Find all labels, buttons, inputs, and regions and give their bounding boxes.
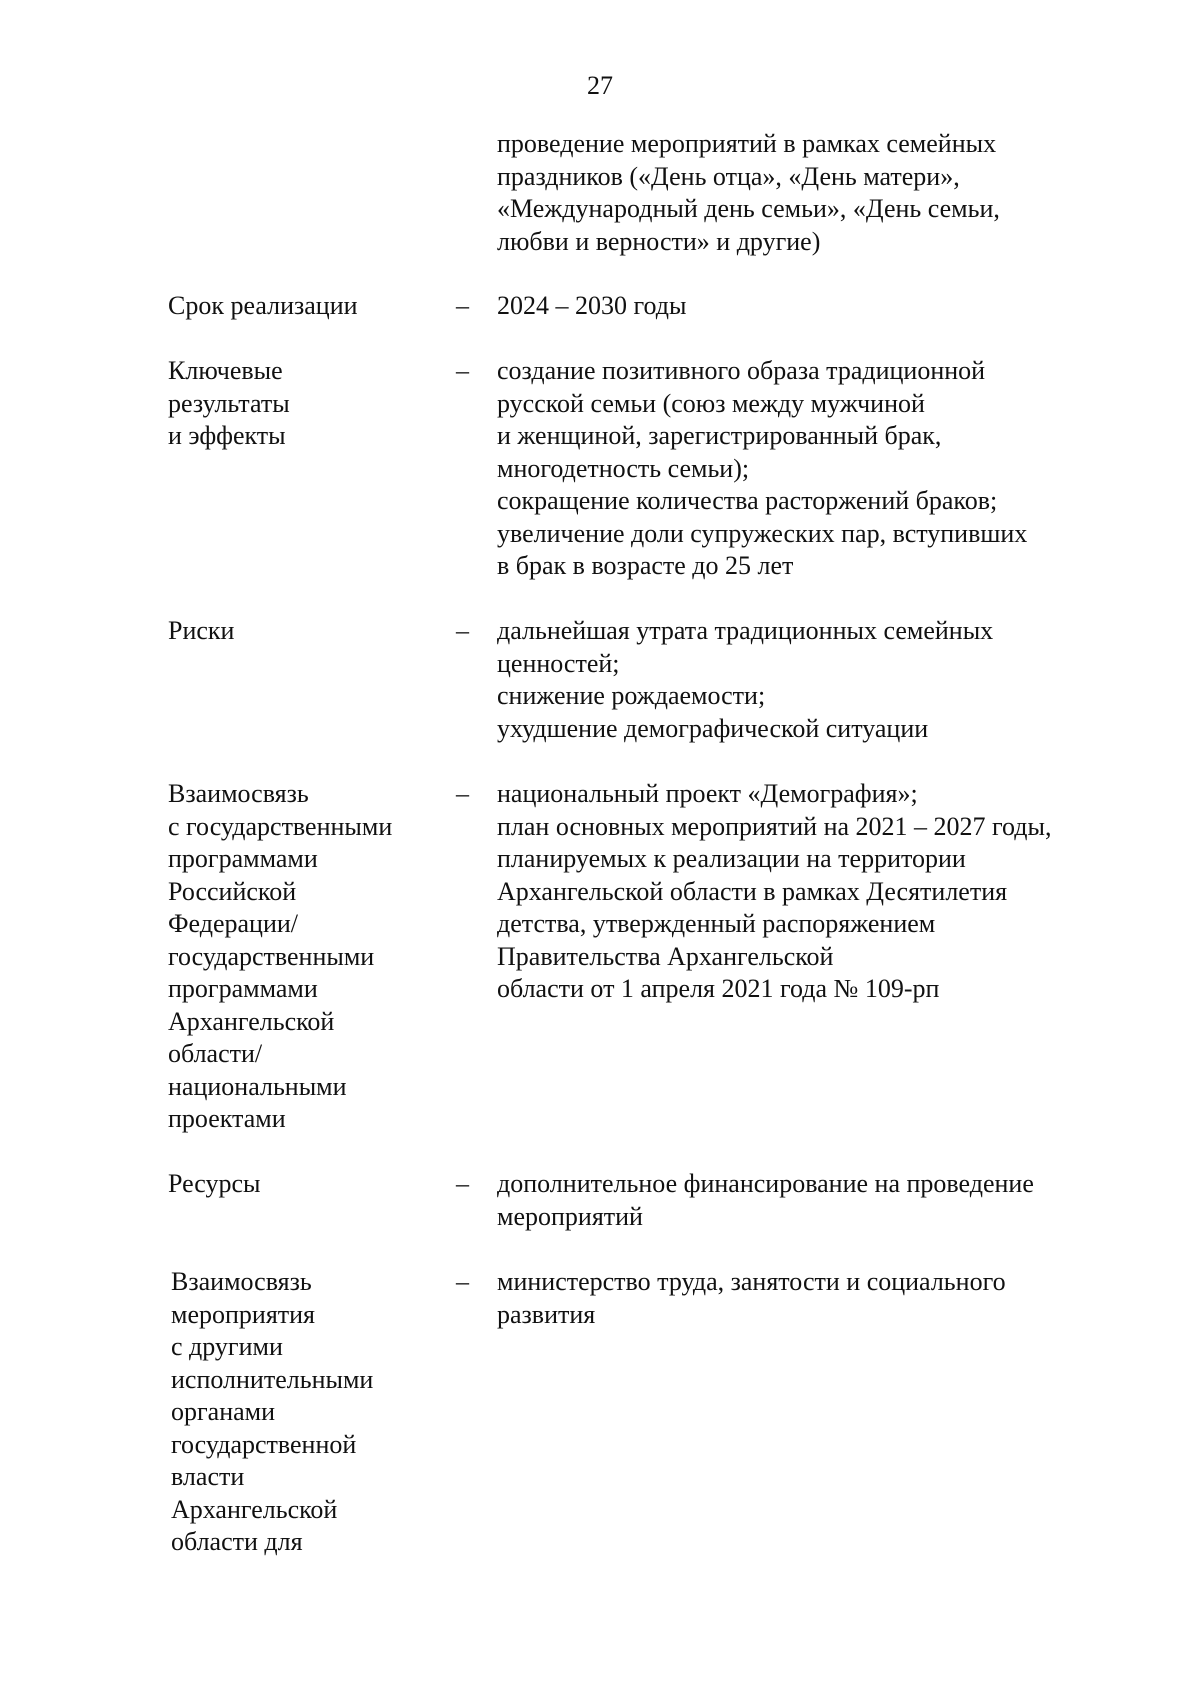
row-value [497, 1168, 1157, 1233]
row-value [497, 1266, 1157, 1331]
label-line: программами [168, 974, 318, 1003]
value-line: дальнейшая утрата традиционных семейных [497, 616, 994, 645]
label-line: Риски [168, 616, 235, 645]
value-line: в брак в возрасте до 25 лет [497, 551, 794, 580]
label-line: результаты [168, 388, 290, 418]
row-dash: – [456, 291, 469, 320]
value-line: министерство труда, занятости и социального [497, 1267, 1006, 1296]
value-line: развития [497, 1299, 596, 1329]
row-dash: – [456, 616, 469, 645]
label-line: власти [171, 1462, 245, 1491]
label-line: проектами [168, 1104, 286, 1133]
row-value [497, 778, 1157, 1006]
value-line: ухудшение демографической ситуации [497, 713, 929, 743]
value-line: русской семьи (союз между мужчиной [497, 388, 925, 418]
label-line: мероприятия [171, 1299, 316, 1329]
row-dash: – [456, 779, 469, 808]
value-line: мероприятий [497, 1201, 643, 1231]
label-line: программами [168, 844, 318, 873]
row-label [168, 615, 438, 648]
intro-line: праздников («День отца», «День матери», [497, 161, 960, 191]
intro-line: любви и верности» и другие) [497, 226, 821, 256]
label-line: Взаимосвязь [168, 779, 309, 808]
label-line: государственной [171, 1429, 357, 1459]
value-line: области от 1 апреля 2021 года № 109-рп [497, 974, 940, 1003]
intro-line: проведение мероприятий в рамках семейных [497, 129, 997, 158]
label-line: национальными [168, 1071, 347, 1101]
label-line: органами [171, 1397, 276, 1426]
label-line: Ключевые [168, 356, 283, 385]
value-line: Правительства Архангельской [497, 941, 834, 971]
label-line: исполнительными [171, 1364, 374, 1394]
row-label [168, 290, 438, 323]
value-line: многодетность семьи); [497, 453, 750, 483]
value-line: Архангельской области в рамках Десятилетия [497, 876, 1008, 906]
row-value [497, 355, 1157, 583]
value-line: план основных мероприятий на 2021 – 2027 годы, [497, 811, 1052, 841]
page-number: 27 [587, 71, 613, 100]
value-line: дополнительное финансирование на проведение [497, 1169, 1034, 1198]
value-line: снижение рождаемости; [497, 681, 766, 710]
label-line: Федерации/ [168, 909, 299, 938]
intro-paragraph [497, 128, 1137, 258]
row-label [168, 778, 438, 1136]
label-line: Российской [168, 876, 297, 906]
label-line: области для [171, 1527, 303, 1556]
value-line: ценностей; [497, 648, 620, 678]
label-line: с государственными [168, 811, 393, 841]
label-line: Ресурсы [168, 1169, 261, 1198]
value-line: создание позитивного образа традиционной [497, 356, 986, 385]
row-value [497, 615, 1157, 745]
label-line: Срок реализации [168, 291, 358, 320]
label-line: с другими [171, 1332, 283, 1361]
label-line: Архангельской [171, 1494, 338, 1524]
value-line: 2024 – 2030 годы [497, 291, 687, 320]
row-dash: – [456, 356, 469, 385]
row-label [171, 1266, 441, 1559]
intro-line: «Международный день семьи», «День семьи, [497, 194, 1000, 223]
label-line: Архангельской [168, 1006, 335, 1036]
value-line: детства, утвержденный распоряжением [497, 909, 936, 938]
row-value [497, 290, 1157, 323]
row-label [168, 1168, 438, 1201]
label-line: области/ [168, 1039, 263, 1068]
row-dash: – [456, 1267, 469, 1296]
value-line: сокращение количества расторжений браков; [497, 486, 998, 515]
value-line: и женщиной, зарегистрированный брак, [497, 421, 942, 450]
row-label [168, 355, 438, 453]
value-line: планируемых к реализации на территории [497, 844, 966, 873]
label-line: и эффекты [168, 421, 286, 450]
label-line: государственными [168, 941, 375, 971]
row-dash: – [456, 1169, 469, 1198]
value-line: национальный проект «Демография»; [497, 779, 918, 808]
value-line: увеличение доли супружеских пар, вступивших [497, 518, 1028, 548]
label-line: Взаимосвязь [171, 1267, 312, 1296]
